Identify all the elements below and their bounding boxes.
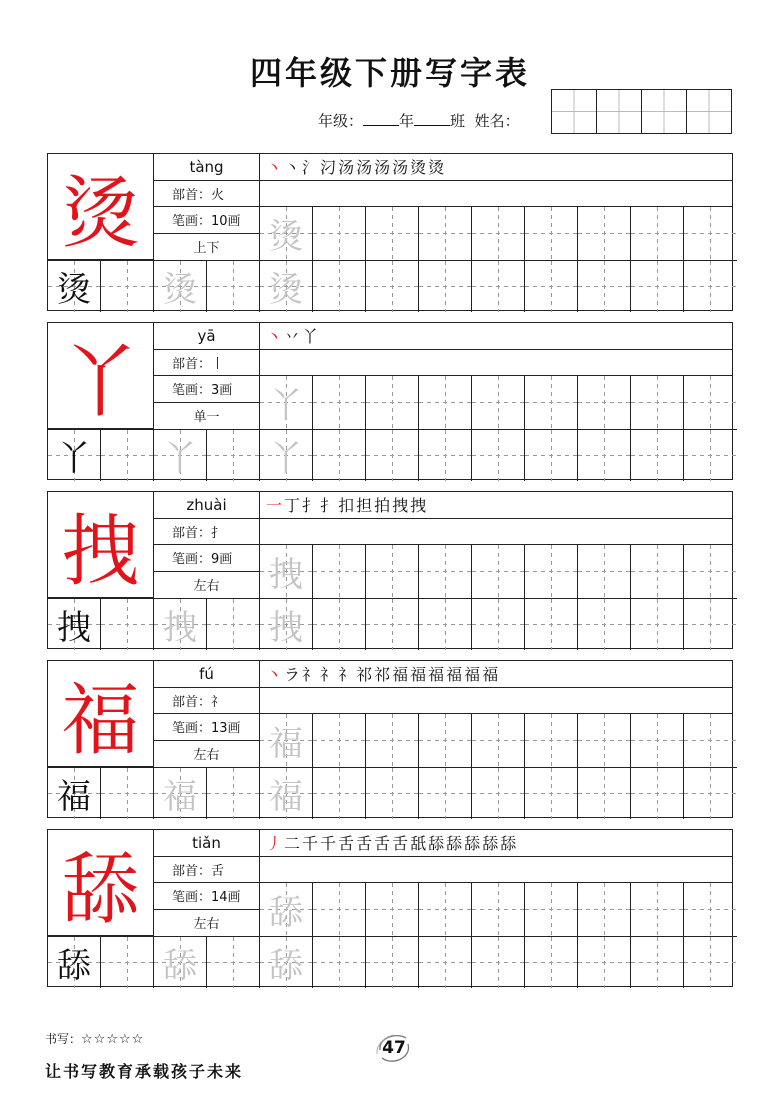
pinyin: tiǎn	[154, 830, 259, 857]
character-block	[47, 153, 733, 311]
practice-cell[interactable]	[525, 768, 578, 819]
pinyin: fú	[154, 661, 259, 688]
practice-cell[interactable]	[578, 430, 631, 481]
stroke-step: 舌	[374, 834, 393, 854]
stroke-count: 笔画：9画	[154, 545, 259, 572]
stroke-step: 千	[320, 834, 339, 854]
practice-cell[interactable]	[366, 768, 419, 819]
practice-cell[interactable]	[419, 599, 472, 650]
practice-cell[interactable]	[472, 714, 525, 767]
practice-row-upper	[260, 545, 737, 598]
trace-cell[interactable]: 舔	[260, 883, 313, 936]
blank-row[interactable]	[260, 519, 732, 546]
practice-cell[interactable]	[313, 207, 366, 260]
rating-label: 书写：	[45, 1032, 82, 1046]
practice-cell[interactable]	[101, 937, 154, 988]
practice-cell[interactable]	[578, 261, 631, 312]
page-number-text: 47	[382, 1038, 406, 1058]
practice-cell[interactable]	[525, 376, 578, 429]
year-label: 年	[399, 112, 415, 130]
practice-cell[interactable]	[472, 599, 525, 650]
slogan: 让书写教育承载孩子未来	[45, 1062, 244, 1081]
stroke-step: 舔	[500, 834, 519, 854]
practice-cell[interactable]	[472, 545, 525, 598]
radical: 部首：火	[154, 181, 259, 208]
practice-cell[interactable]	[684, 883, 737, 936]
model-cell: 福	[48, 768, 101, 819]
stroke-step: 汤	[338, 158, 357, 178]
practice-cell[interactable]	[684, 937, 737, 988]
stroke-step: 千	[302, 834, 321, 854]
stroke-step: 丶	[284, 158, 303, 178]
practice-cell[interactable]	[684, 599, 737, 650]
practice-cell[interactable]	[366, 714, 419, 767]
practice-cell[interactable]	[366, 937, 419, 988]
trace-cell[interactable]: 烫	[260, 261, 313, 312]
blank-row[interactable]	[260, 857, 732, 884]
model-cell: 烫	[48, 261, 101, 312]
practice-cell[interactable]	[313, 376, 366, 429]
practice-cell[interactable]	[419, 545, 472, 598]
big-character: 拽	[48, 492, 154, 598]
name-writing-grid[interactable]	[551, 89, 732, 134]
trace-cell[interactable]: 烫	[154, 261, 207, 312]
stroke-step: 一	[266, 496, 285, 516]
character-info	[154, 492, 260, 598]
stroke-step: 烫	[410, 158, 429, 178]
stroke-step: 氵	[302, 158, 321, 178]
practice-cell[interactable]	[684, 545, 737, 598]
character-info	[154, 323, 260, 429]
stroke-step: 舔	[482, 834, 501, 854]
page-title: 四年级下册写字表	[249, 54, 530, 92]
practice-cell[interactable]	[313, 599, 366, 650]
practice-cell[interactable]	[419, 261, 472, 312]
stroke-count: 笔画：14画	[154, 883, 259, 910]
practice-cell[interactable]	[472, 883, 525, 936]
stroke-step: 福	[428, 665, 447, 685]
practice-cell[interactable]	[631, 883, 684, 936]
practice-cell[interactable]	[419, 714, 472, 767]
practice-row-upper	[260, 207, 737, 260]
trace-cell[interactable]: 舔	[154, 937, 207, 988]
stroke-count: 笔画：3画	[154, 376, 259, 403]
practice-cell[interactable]	[101, 430, 154, 481]
stroke-count: 笔画：10画	[154, 207, 259, 234]
stroke-step: 拍	[374, 496, 393, 516]
practice-cell[interactable]	[472, 376, 525, 429]
practice-row-upper	[260, 883, 737, 936]
practice-cell[interactable]	[472, 768, 525, 819]
blank-row[interactable]	[260, 688, 732, 715]
practice-cell[interactable]	[631, 430, 684, 481]
practice-cell[interactable]	[631, 768, 684, 819]
stroke-step: 丶	[266, 158, 285, 178]
stroke-step: 汤	[356, 158, 375, 178]
practice-cell[interactable]	[578, 376, 631, 429]
practice-cell[interactable]	[419, 883, 472, 936]
practice-cell[interactable]	[313, 545, 366, 598]
grade-label: 年级：	[318, 112, 364, 130]
class-blank[interactable]	[414, 111, 450, 126]
practice-cell[interactable]	[207, 599, 260, 650]
practice-cell[interactable]	[207, 261, 260, 312]
stroke-step: 祁	[356, 665, 375, 685]
stroke-step: 舌	[356, 834, 375, 854]
practice-row-upper	[260, 376, 737, 429]
stroke-step: 舌	[338, 834, 357, 854]
character-block	[47, 491, 733, 649]
practice-cell[interactable]	[101, 768, 154, 819]
practice-cell[interactable]	[631, 937, 684, 988]
stroke-step: 丷	[284, 327, 303, 347]
big-character: 丫	[48, 323, 154, 429]
stroke-step: 丶	[266, 327, 285, 347]
practice-cell[interactable]	[684, 768, 737, 819]
stroke-step: 烫	[428, 158, 447, 178]
stroke-step: 福	[464, 665, 483, 685]
practice-cell[interactable]	[578, 207, 631, 260]
page-number	[374, 1030, 414, 1066]
stroke-step: 舔	[446, 834, 465, 854]
character-info	[154, 154, 260, 260]
character-block	[47, 660, 733, 818]
practice-cell[interactable]	[366, 376, 419, 429]
practice-cell[interactable]	[313, 261, 366, 312]
stroke-step: 扌	[302, 496, 321, 516]
practice-cell[interactable]	[525, 599, 578, 650]
stroke-order-row	[260, 492, 732, 519]
name-cell[interactable]	[642, 90, 687, 133]
character-block	[47, 322, 733, 480]
practice-cell[interactable]	[313, 430, 366, 481]
stroke-step: 汤	[392, 158, 411, 178]
trace-cell[interactable]: 福	[260, 714, 313, 767]
structure: 单一	[193, 410, 220, 426]
practice-cell[interactable]	[578, 937, 631, 988]
practice-cell[interactable]	[366, 883, 419, 936]
practice-cell[interactable]	[525, 261, 578, 312]
practice-cell[interactable]	[631, 376, 684, 429]
stroke-step: 丶	[266, 665, 285, 685]
practice-cell[interactable]	[631, 545, 684, 598]
model-cell: 舔	[48, 937, 101, 988]
practice-cell[interactable]	[101, 261, 154, 312]
stroke-step: 舔	[428, 834, 447, 854]
practice-cell[interactable]	[207, 768, 260, 819]
practice-cell[interactable]	[631, 207, 684, 260]
practice-row-lower	[48, 598, 737, 650]
structure: 左右	[193, 748, 220, 764]
radical: 部首：礻	[154, 688, 259, 715]
stroke-step: 拽	[410, 496, 429, 516]
practice-cell[interactable]	[472, 261, 525, 312]
stroke-step: 福	[446, 665, 465, 685]
stroke-count: 笔画：13画	[154, 714, 259, 741]
grade-blank[interactable]	[363, 111, 399, 126]
trace-cell[interactable]: 丫	[260, 430, 313, 481]
practice-row-lower	[48, 767, 737, 819]
practice-cell[interactable]	[684, 261, 737, 312]
practice-cell[interactable]	[525, 714, 578, 767]
name-cell[interactable]	[597, 90, 642, 133]
character-block	[47, 829, 733, 987]
practice-cell[interactable]	[101, 599, 154, 650]
character-info	[154, 661, 260, 767]
student-info-line	[318, 110, 520, 131]
practice-cell[interactable]	[684, 376, 737, 429]
radical: 部首：舌	[154, 857, 259, 884]
practice-cell[interactable]	[419, 768, 472, 819]
stroke-step: ラ	[284, 665, 303, 685]
practice-cell[interactable]	[313, 714, 366, 767]
practice-cell[interactable]	[631, 261, 684, 312]
stroke-order-row	[260, 154, 732, 181]
stroke-step: 福	[392, 665, 411, 685]
practice-cell[interactable]	[419, 937, 472, 988]
stroke-step: 汈	[320, 158, 339, 178]
practice-row-lower	[48, 429, 737, 481]
stroke-step: 礻	[302, 665, 321, 685]
character-info	[154, 830, 260, 936]
practice-cell[interactable]	[366, 545, 419, 598]
practice-cell[interactable]	[525, 937, 578, 988]
blank-row[interactable]	[260, 181, 732, 208]
name-label: 姓名：	[474, 112, 520, 130]
stroke-step: 丁	[284, 496, 303, 516]
trace-cell[interactable]: 丫	[260, 376, 313, 429]
pinyin: yā	[154, 323, 259, 350]
blank-row[interactable]	[260, 350, 732, 377]
practice-cell[interactable]	[684, 207, 737, 260]
stroke-step: 祁	[374, 665, 393, 685]
trace-cell[interactable]: 拽	[154, 599, 207, 650]
trace-cell[interactable]: 舔	[260, 937, 313, 988]
trace-cell[interactable]: 拽	[260, 545, 313, 598]
name-cell[interactable]	[687, 90, 731, 133]
practice-cell[interactable]	[313, 883, 366, 936]
stroke-step: 丿	[266, 834, 285, 854]
trace-cell[interactable]: 丫	[154, 430, 207, 481]
practice-cell[interactable]	[631, 714, 684, 767]
practice-cell[interactable]	[313, 937, 366, 988]
practice-cell[interactable]	[419, 207, 472, 260]
practice-cell[interactable]	[525, 883, 578, 936]
practice-row-lower	[48, 936, 737, 988]
practice-cell[interactable]	[366, 599, 419, 650]
practice-cell[interactable]	[207, 937, 260, 988]
practice-cell[interactable]	[631, 599, 684, 650]
practice-cell[interactable]	[578, 768, 631, 819]
class-label: 班	[450, 112, 466, 130]
model-cell: 拽	[48, 599, 101, 650]
practice-cell[interactable]	[366, 207, 419, 260]
stroke-step: 扌	[320, 496, 339, 516]
practice-cell[interactable]	[472, 207, 525, 260]
stroke-step: 舌	[392, 834, 411, 854]
practice-cell[interactable]	[684, 714, 737, 767]
practice-cell[interactable]	[525, 430, 578, 481]
stroke-step: 舐	[410, 834, 429, 854]
practice-cell[interactable]	[578, 545, 631, 598]
practice-row-upper	[260, 714, 737, 767]
stroke-step: 福	[410, 665, 429, 685]
writing-rating	[45, 1030, 144, 1047]
model-cell: 丫	[48, 430, 101, 481]
stroke-order-row	[260, 323, 732, 350]
trace-cell[interactable]: 拽	[260, 599, 313, 650]
structure: 上下	[193, 241, 220, 257]
stroke-step: 福	[482, 665, 501, 685]
practice-cell[interactable]	[472, 430, 525, 481]
stroke-step: 拽	[392, 496, 411, 516]
practice-cell[interactable]	[684, 430, 737, 481]
stroke-step: 礻	[338, 665, 357, 685]
rating-stars[interactable]: ☆☆☆☆☆	[81, 1032, 145, 1047]
stroke-step: 扣	[338, 496, 357, 516]
trace-cell[interactable]: 福	[260, 768, 313, 819]
structure: 左右	[193, 917, 220, 933]
practice-cell[interactable]	[578, 883, 631, 936]
stroke-step: 舔	[464, 834, 483, 854]
big-character: 福	[48, 661, 154, 767]
practice-cell[interactable]	[578, 714, 631, 767]
pinyin: tàng	[154, 154, 259, 181]
practice-cell[interactable]	[207, 430, 260, 481]
practice-cell[interactable]	[525, 545, 578, 598]
practice-cell[interactable]	[313, 768, 366, 819]
stroke-step: 汤	[374, 158, 393, 178]
practice-cell[interactable]	[419, 376, 472, 429]
radical: 部首：丨	[154, 350, 259, 377]
name-cell[interactable]	[552, 90, 597, 133]
practice-cell[interactable]	[366, 261, 419, 312]
radical: 部首：扌	[154, 519, 259, 546]
stroke-order-row	[260, 830, 732, 857]
structure: 左右	[193, 579, 220, 595]
big-character: 舔	[48, 830, 154, 936]
stroke-step: 丫	[302, 327, 321, 347]
stroke-step: 担	[356, 496, 375, 516]
practice-row-lower	[48, 260, 737, 312]
trace-cell[interactable]: 福	[154, 768, 207, 819]
practice-cell[interactable]	[366, 430, 419, 481]
practice-cell[interactable]	[578, 599, 631, 650]
practice-cell[interactable]	[419, 430, 472, 481]
trace-cell[interactable]: 烫	[260, 207, 313, 260]
pinyin: zhuài	[154, 492, 259, 519]
big-character: 烫	[48, 154, 154, 260]
stroke-step: 礻	[320, 665, 339, 685]
stroke-order-row	[260, 661, 732, 688]
practice-cell[interactable]	[525, 207, 578, 260]
practice-cell[interactable]	[472, 937, 525, 988]
stroke-step: 二	[284, 834, 303, 854]
